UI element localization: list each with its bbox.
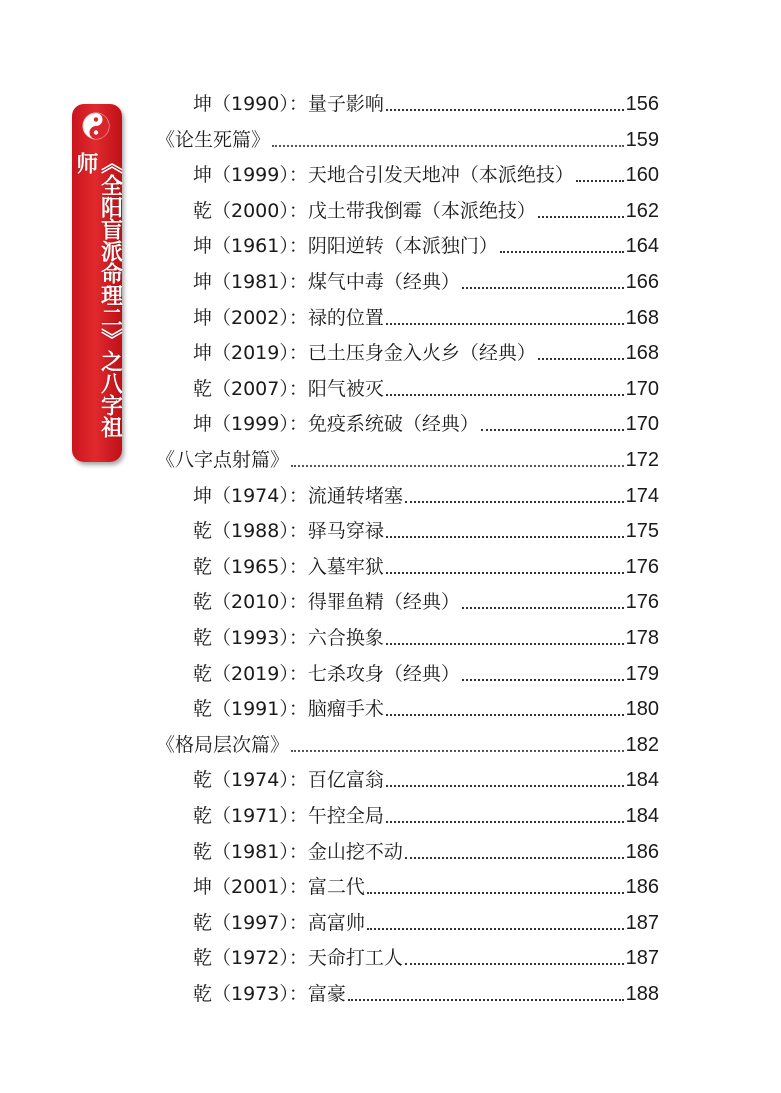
toc-entry-title: 坤（2019）：已土压身金入火乡（经典） <box>193 342 536 365</box>
page-number: 186 <box>625 840 659 863</box>
toc-section-row <box>156 122 659 152</box>
toc-entry-row <box>193 584 659 614</box>
toc-entry-row <box>193 264 659 294</box>
page-number: 159 <box>625 128 659 151</box>
page-number: 176 <box>625 591 659 614</box>
page-number: 178 <box>625 627 659 649</box>
page-number: 175 <box>625 520 659 543</box>
dot-leader <box>405 857 624 859</box>
toc-section-title: 《八字点射篇》 <box>156 449 290 471</box>
toc-entry-title: 乾（1965）：入墓牢狱 <box>193 555 384 578</box>
toc-entry-row <box>193 157 659 187</box>
toc-entry-title: 乾（1991）：脑瘤手术 <box>193 698 384 721</box>
dot-leader <box>386 536 624 538</box>
toc-entry-title: 坤（2001）：富二代 <box>193 876 365 899</box>
toc-entry-row <box>193 834 659 864</box>
toc-entry-row <box>193 228 659 258</box>
toc-entry-title: 乾（2000）：戊土带我倒霉（本派绝技） <box>193 199 536 222</box>
dot-leader <box>367 928 624 930</box>
toc-entry-row <box>193 691 659 721</box>
page-number: 182 <box>625 733 659 756</box>
dot-leader <box>291 465 624 467</box>
dot-leader <box>462 607 624 609</box>
toc-entry-row <box>193 371 659 401</box>
dot-leader <box>367 892 624 894</box>
page-number: 186 <box>625 876 659 899</box>
toc-entry-row <box>193 620 659 650</box>
dot-leader <box>405 501 624 503</box>
page-number: 180 <box>625 698 659 721</box>
page-number: 156 <box>625 93 659 115</box>
dot-leader <box>386 785 624 787</box>
toc-entry-title: 坤（1999）：免疫系统破（经典） <box>193 413 479 436</box>
toc-entry-title: 乾（1974）：百亿富翁 <box>193 769 384 792</box>
page-number: 160 <box>625 164 659 187</box>
dot-leader <box>348 999 624 1001</box>
toc-entry-row <box>193 762 659 792</box>
page-number: 187 <box>625 947 659 970</box>
toc-entry-title: 坤（1990）：量子影响 <box>193 93 384 115</box>
toc-entry-title: 乾（2019）：七杀攻身（经典） <box>193 662 460 685</box>
toc-entry-row <box>193 300 659 330</box>
toc-entry-row <box>193 869 659 899</box>
toc-entry-title: 乾（1997）：高富帅 <box>193 911 365 934</box>
toc-entry-title: 乾（2007）：阳气被灭 <box>193 377 384 400</box>
page-number: 168 <box>625 306 659 329</box>
book-series-title: 《全阳盲派命理二》之八字祖师 <box>73 152 123 438</box>
toc-entry-row <box>193 335 659 365</box>
toc-entry-row <box>193 406 659 436</box>
toc-section-row <box>156 727 659 757</box>
toc-entry-title: 坤（1961）：阴阳逆转（本派独门） <box>193 235 498 258</box>
dot-leader <box>462 679 624 681</box>
page-number: 187 <box>625 911 659 934</box>
page-number: 168 <box>625 342 659 365</box>
toc-entry-title: 乾（1972）：天命打工人 <box>193 947 403 970</box>
dot-leader <box>538 216 624 218</box>
page-number: 166 <box>625 271 659 293</box>
toc-entry-title: 坤（2002）：禄的位置 <box>193 306 384 329</box>
dot-leader <box>500 251 624 253</box>
toc-entry-title: 乾（1973）：富豪 <box>193 983 346 1005</box>
dot-leader <box>272 145 624 147</box>
dot-leader <box>481 429 624 431</box>
dot-leader <box>386 109 624 111</box>
dot-leader <box>576 180 624 182</box>
toc-entry-row <box>193 940 659 970</box>
page-number: 162 <box>625 199 659 222</box>
dot-leader <box>386 394 624 396</box>
toc-section-title: 《论生死篇》 <box>156 128 271 151</box>
dot-leader <box>386 643 624 645</box>
toc-entry-row <box>193 513 659 543</box>
page-number: 172 <box>625 449 659 471</box>
dot-leader <box>386 323 624 325</box>
toc-entry-title: 乾（1981）：金山挖不动 <box>193 840 403 863</box>
page-number: 188 <box>625 983 659 1005</box>
toc-section-title: 《格局层次篇》 <box>156 733 290 756</box>
toc-entry-title: 坤（1999）：天地合引发天地冲（本派绝技） <box>193 164 574 187</box>
toc-entry-title: 乾（2010）：得罪鱼精（经典） <box>193 591 460 614</box>
page-number: 179 <box>625 662 659 685</box>
page-number: 184 <box>625 769 659 792</box>
toc-entry-title: 坤（1974）：流通转堵塞 <box>193 484 403 507</box>
toc-entry-row <box>193 193 659 223</box>
dot-leader <box>291 750 624 752</box>
page-number: 174 <box>625 484 659 507</box>
toc-entry-title: 乾（1993）：六合换象 <box>193 627 384 649</box>
dot-leader <box>386 821 624 823</box>
toc-entry-title: 乾（1971）：午控全局 <box>193 805 384 827</box>
dot-leader <box>386 572 624 574</box>
toc-entry-row <box>193 976 659 1006</box>
dot-leader <box>386 714 624 716</box>
toc-entry-row <box>193 656 659 686</box>
toc-entry-row <box>193 905 659 935</box>
dot-leader <box>405 963 624 965</box>
page-number: 164 <box>625 235 659 258</box>
toc-entry-row <box>193 478 659 508</box>
dot-leader <box>538 358 624 360</box>
page-number: 170 <box>625 377 659 400</box>
toc-section-row <box>156 442 659 472</box>
page-number: 184 <box>625 805 659 827</box>
toc-entry-row <box>193 86 659 116</box>
toc-entry-row <box>193 798 659 828</box>
toc-entry-title: 坤（1981）：煤气中毒（经典） <box>193 271 460 293</box>
dot-leader <box>462 287 624 289</box>
page-number: 170 <box>625 413 659 436</box>
toc-entry-row <box>193 549 659 579</box>
page-number: 176 <box>625 555 659 578</box>
toc-entry-title: 乾（1988）：驿马穿禄 <box>193 520 384 543</box>
